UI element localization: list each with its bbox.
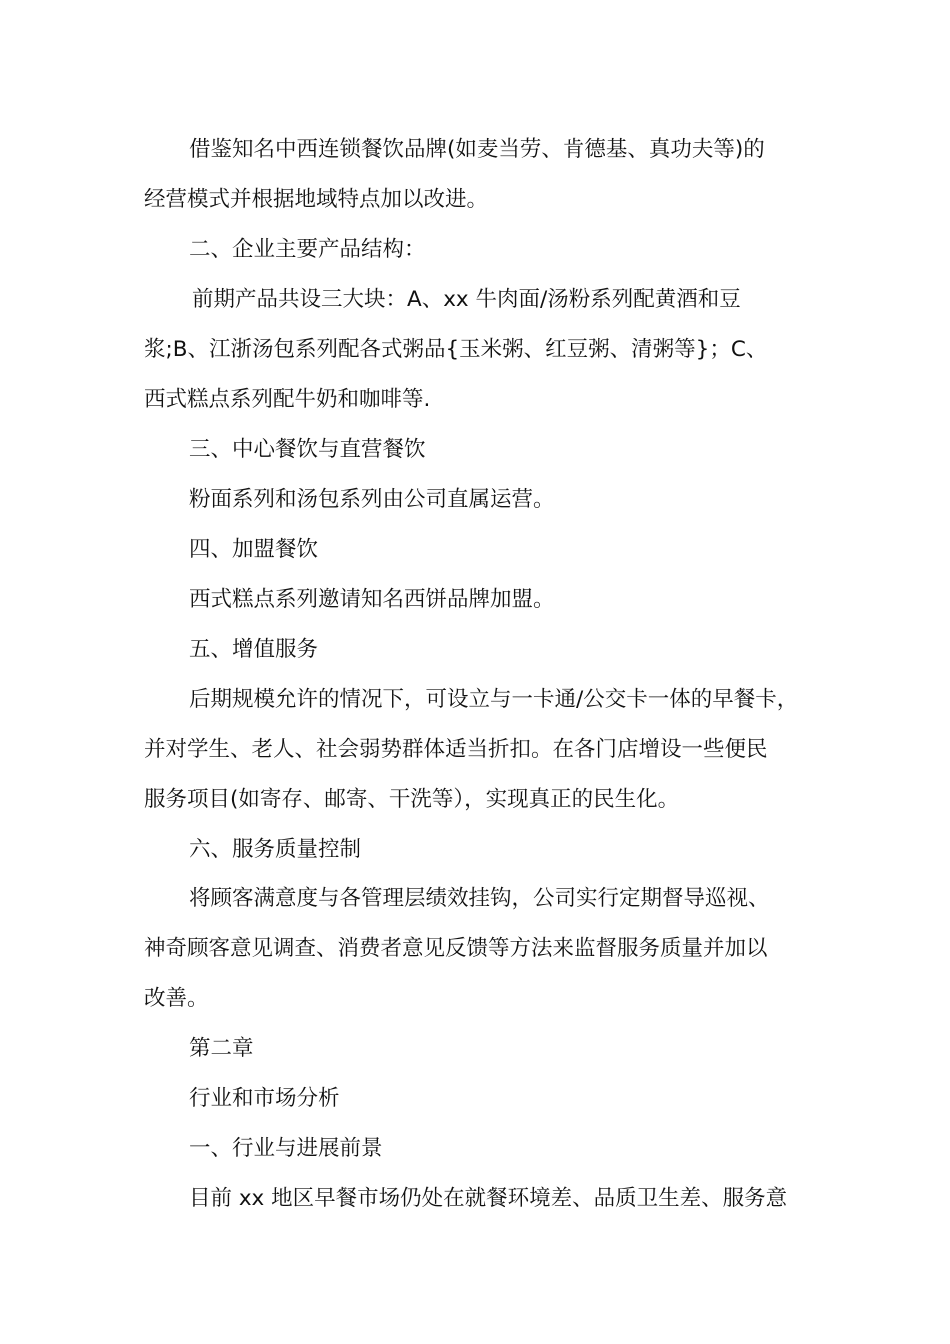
section-heading: 六、服务质量控制 [189, 837, 362, 862]
chapter-title: 第二章 [189, 1036, 254, 1061]
section-heading: 三、中心餐饮与直营餐饮 [189, 437, 426, 462]
paragraph-line: 目前 xx 地区早餐市场仍处在就餐环境差、品质卫生差、服务意 [189, 1186, 788, 1211]
section-heading: 二、企业主要产品结构： [189, 237, 426, 262]
paragraph-line: 将顾客满意度与各管理层绩效挂钩，公司实行定期督导巡视、 [189, 886, 770, 911]
section-heading: 五、增值服务 [189, 637, 319, 662]
paragraph-line: 服务项目(如寄存、邮寄、干洗等），实现真正的民生化。 [144, 787, 680, 812]
paragraph-line: 粉面系列和汤包系列由公司直属运营。 [189, 487, 555, 512]
section-heading: 一、行业与进展前景 [189, 1136, 383, 1161]
paragraph-line: 浆;B、江浙汤包系列配各式粥品{玉米粥、红豆粥、清粥等}；C、 [144, 337, 768, 362]
paragraph-line: 西式糕点系列配牛奶和咖啡等. [144, 387, 431, 412]
paragraph-line: 神奇顾客意见调查、消费者意见反馈等方法来监督服务质量并加以 [144, 936, 768, 961]
paragraph-line: 改善。 [144, 986, 209, 1011]
paragraph-line: 经营模式并根据地域特点加以改进。 [144, 187, 489, 212]
paragraph-line: 借鉴知名中西连锁餐饮品牌(如麦当劳、肯德基、真功夫等)的 [189, 137, 765, 162]
paragraph-line: 西式糕点系列邀请知名西饼品牌加盟。 [189, 587, 555, 612]
paragraph-line: 并对学生、老人、社会弱势群体适当折扣。在各门店增设一些便民 [144, 737, 768, 762]
chapter-subtitle: 行业和市场分析 [189, 1086, 340, 1111]
paragraph-line: 前期产品共设三大块：A、xx 牛肉面/汤粉系列配黄酒和豆 [192, 287, 741, 312]
section-heading: 四、加盟餐饮 [189, 537, 319, 562]
paragraph-line: 后期规模允许的情况下，可设立与一卡通/公交卡一体的早餐卡， [189, 687, 799, 712]
